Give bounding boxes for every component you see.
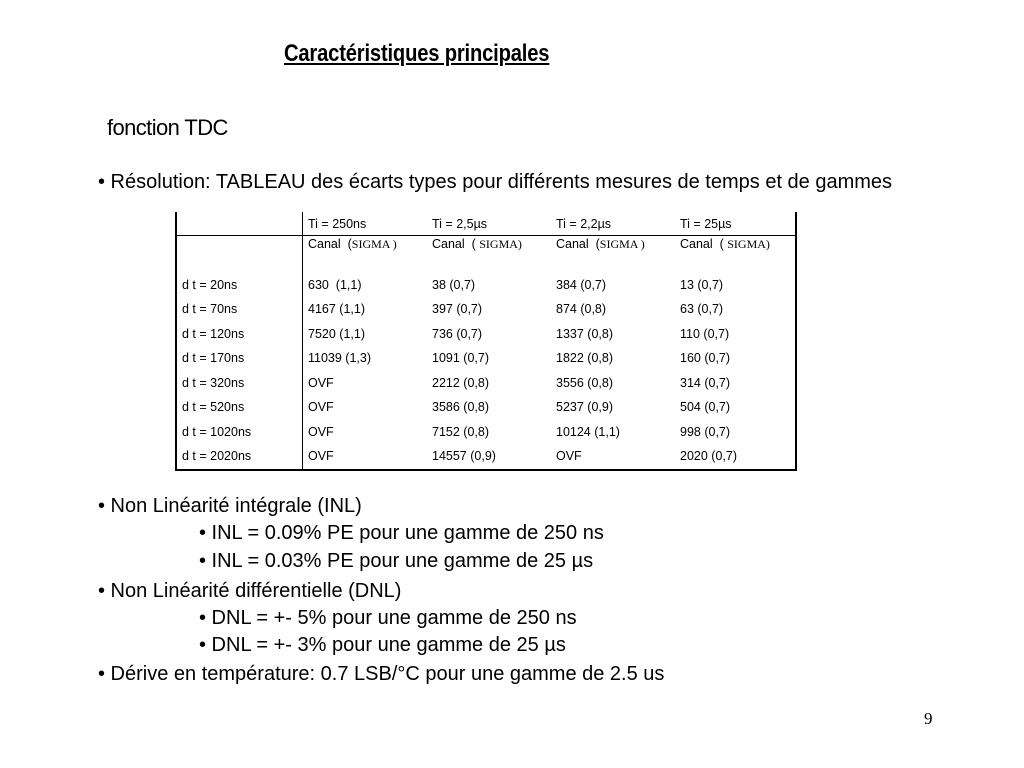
header-empty-cell — [176, 212, 303, 236]
inl-item: • INL = 0.03% PE pour une gamme de 25 µs — [199, 550, 594, 572]
data-cell: 7152 (0,8) — [432, 424, 489, 439]
table-row — [176, 444, 796, 470]
data-cell: 63 (0,7) — [675, 297, 796, 322]
data-cell: OVF — [551, 444, 675, 470]
slide-subtitle: fonction TDC — [107, 115, 228, 140]
data-cell: 1337 (0,8) — [556, 326, 613, 341]
data-cell: OVF — [303, 444, 428, 470]
data-cell: 998 (0,7) — [675, 420, 796, 445]
data-cell: OVF — [308, 375, 334, 390]
table-row — [176, 322, 796, 347]
data-cell: 160 (0,7) — [675, 346, 796, 371]
table-row — [176, 297, 796, 322]
row-label-cell: d t = 20ns — [176, 263, 303, 297]
data-cell: 13 (0,7) — [675, 263, 796, 297]
sigma-label: SIGMA ) — [351, 237, 397, 251]
data-cell: 736 (0,7) — [432, 326, 483, 341]
data-cell: 5237 (0,9) — [556, 400, 613, 415]
data-cell: 38 (0,7) — [432, 278, 476, 292]
data-cell: 874 (0,8) — [556, 302, 607, 317]
header-ti-cell: Ti = 2,2µs — [551, 212, 675, 236]
header-canal-cell — [551, 236, 675, 264]
data-cell: 2212 (0,8) — [432, 375, 489, 390]
row-label-cell: d t = 2020ns — [176, 444, 303, 470]
table-row — [176, 395, 796, 420]
data-cell: 630 (1,1) — [308, 278, 362, 292]
data-cell: 314 (0,7) — [675, 371, 796, 396]
header-ti-cell: Ti = 250ns — [303, 212, 428, 236]
table-row — [176, 420, 796, 445]
sigma-label: SIGMA) — [479, 237, 522, 251]
data-cell: OVF — [308, 400, 334, 415]
dnl-heading: • Non Linéarité différentielle (DNL) — [98, 580, 402, 602]
row-label-cell: d t = 1020ns — [176, 420, 303, 445]
canal-label: Canal ( — [432, 237, 480, 251]
inl-item: • INL = 0.09% PE pour une gamme de 250 ns — [199, 522, 604, 544]
data-cell: 11039 (1,3) — [308, 351, 372, 366]
header-ti-cell: Ti = 2,5µs — [427, 212, 551, 236]
inl-heading: • Non Linéarité intégrale (INL) — [98, 495, 362, 517]
data-cell: 1091 (0,7) — [432, 351, 489, 366]
drift-bullet: • Dérive en température: 0.7 LSB/°C pour une gamme de 2.5 us — [98, 663, 665, 685]
page-number: 9 — [924, 709, 933, 728]
data-cell: 397 (0,7) — [432, 302, 483, 317]
table-row — [176, 263, 796, 297]
table-row — [176, 371, 796, 396]
table-header-ti — [176, 212, 796, 236]
table-header-canal — [176, 236, 796, 264]
table-row — [176, 346, 796, 371]
data-cell: 14557 (0,9) — [427, 444, 551, 470]
sigma-label: SIGMA ) — [599, 237, 645, 251]
data-cell: 384 (0,7) — [556, 278, 607, 292]
data-cell: 4167 (1,1) — [308, 302, 365, 317]
canal-label: Canal ( — [308, 237, 352, 251]
row-label-cell: d t = 120ns — [176, 322, 303, 347]
data-cell: 2020 (0,7) — [675, 444, 796, 470]
data-cell: 7520 (1,1) — [308, 326, 365, 341]
data-cell: 3556 (0,8) — [556, 375, 613, 390]
row-label-cell: d t = 70ns — [176, 297, 303, 322]
sigma-label: SIGMA) — [727, 237, 770, 251]
resolution-bullet: • Résolution: TABLEAU des écarts types pour différents mesures de temps et de gammes — [98, 171, 893, 193]
canal-label: Canal ( — [680, 237, 728, 251]
slide-title: Caractéristiques principales — [284, 40, 550, 67]
row-label-cell: d t = 520ns — [176, 395, 303, 420]
dnl-item: • DNL = +- 3% pour une gamme de 25 µs — [199, 634, 566, 656]
row-label-cell: d t = 320ns — [176, 371, 303, 396]
resolution-table — [175, 212, 797, 471]
header-ti-cell: Ti = 25µs — [675, 212, 796, 236]
data-cell: 3586 (0,8) — [432, 400, 489, 415]
data-cell: OVF — [308, 424, 334, 439]
data-cell: 504 (0,7) — [675, 395, 796, 420]
data-cell: 110 (0,7) — [675, 322, 796, 347]
data-cell: 10124 (1,1) — [556, 424, 620, 439]
header-canal-cell — [675, 236, 796, 264]
data-cell: 1822 (0,8) — [556, 351, 613, 366]
canal-label: Canal ( — [556, 237, 600, 251]
row-label-cell: d t = 170ns — [176, 346, 303, 371]
header-empty-cell — [176, 236, 303, 264]
dnl-item: • DNL = +- 5% pour une gamme de 250 ns — [199, 607, 577, 629]
header-canal-cell — [303, 236, 428, 264]
header-canal-cell — [427, 236, 551, 264]
